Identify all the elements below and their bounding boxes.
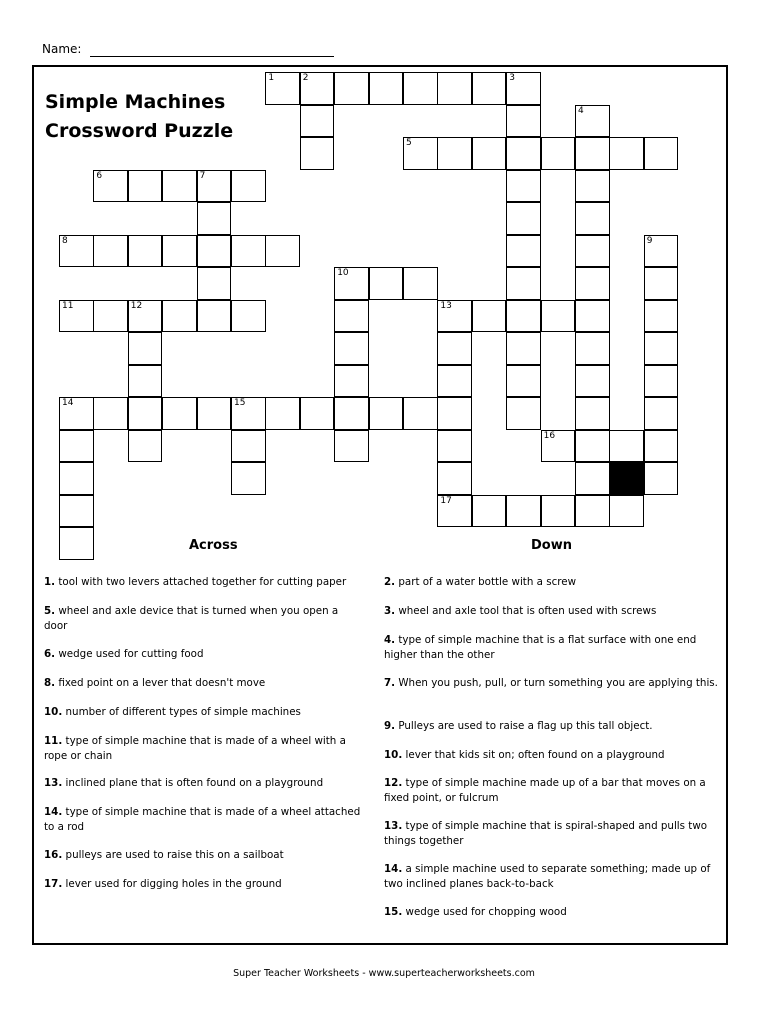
crossword-cell[interactable] [231, 300, 266, 333]
crossword-cell[interactable] [369, 267, 404, 300]
crossword-cell-number: 1 [268, 73, 275, 83]
crossword-cell[interactable] [300, 105, 335, 138]
crossword-cell[interactable] [506, 137, 541, 170]
crossword-cell[interactable] [369, 72, 404, 105]
crossword-cell[interactable] [128, 430, 163, 463]
crossword-cell[interactable] [300, 397, 335, 430]
crossword-cell[interactable] [59, 495, 94, 528]
crossword-cell[interactable] [437, 365, 472, 398]
crossword-cell[interactable] [575, 202, 610, 235]
down-clue-12: 12. type of simple machine made up of a bar that moves on a fixed point, or fulcrum [384, 777, 706, 804]
crossword-cell[interactable] [59, 430, 94, 463]
crossword-cell[interactable] [541, 137, 576, 170]
crossword-cell[interactable] [93, 170, 128, 203]
across-heading: Across [189, 538, 238, 553]
crossword-cell[interactable] [265, 72, 300, 105]
crossword-cell[interactable] [231, 462, 266, 495]
crossword-cell-number: 15 [234, 398, 246, 408]
crossword-cell[interactable] [162, 300, 197, 333]
crossword-cell-number: 8 [62, 235, 68, 246]
crossword-cell[interactable] [575, 137, 610, 170]
crossword-cell[interactable] [300, 137, 335, 170]
crossword-cell[interactable] [93, 235, 128, 268]
crossword-cell[interactable] [369, 397, 404, 430]
down-clue-2: 2. part of a water bottle with a screw [384, 576, 577, 588]
down-heading: Down [531, 538, 572, 553]
crossword-cell[interactable] [59, 462, 94, 495]
crossword-cell[interactable] [128, 235, 163, 268]
crossword-cell[interactable] [300, 72, 335, 105]
crossword-cell-number: 6 [96, 170, 103, 181]
crossword-cell[interactable] [575, 430, 610, 463]
crossword-cell-number: 11 [62, 300, 74, 311]
crossword-cell[interactable] [128, 170, 163, 203]
crossword-cell[interactable] [197, 397, 232, 430]
crossword-cell[interactable] [506, 105, 541, 138]
crossword-cell[interactable] [197, 300, 232, 333]
crossword-cell[interactable] [437, 397, 472, 430]
crossword-cell[interactable] [506, 397, 541, 430]
crossword-cell[interactable] [437, 462, 472, 495]
crossword-cell[interactable] [437, 137, 472, 170]
crossword-cell[interactable] [59, 235, 94, 268]
crossword-cell-number: 9 [646, 235, 653, 246]
crossword-cell[interactable] [644, 300, 679, 333]
down-clue-13: 13. type of simple machine that is spiral-shaped and pulls two things together [384, 820, 708, 847]
crossword-cell[interactable] [334, 72, 369, 105]
across-clue-6: 6. wedge used for cutting food [44, 648, 204, 660]
crossword-cell[interactable] [334, 300, 369, 333]
crossword-cell[interactable] [59, 397, 94, 430]
crossword-cell[interactable] [541, 300, 576, 333]
down-clue-10: 10. lever that kids sit on; often found on a playground [384, 749, 665, 761]
crossword-cell[interactable] [334, 430, 369, 463]
crossword-cell[interactable] [644, 235, 679, 268]
crossword-cell[interactable] [197, 267, 232, 300]
across-clue-8: 8. fixed point on a lever that doesn't move [44, 677, 266, 689]
crossword-cell[interactable] [506, 170, 541, 203]
across-clue-16: 16. pulleys are used to raise this on a sailboat [44, 849, 284, 861]
crossword-cell[interactable] [93, 397, 128, 430]
crossword-cell[interactable] [644, 462, 679, 495]
crossword-cell[interactable] [437, 332, 472, 365]
crossword-cell[interactable] [575, 332, 610, 365]
title-line-2: Crossword Puzzle [45, 120, 234, 142]
crossword-cell[interactable] [231, 235, 266, 268]
down-clue-4: 4. type of simple machine that is a flat surface with one end higher than the other [384, 634, 697, 661]
crossword-cell[interactable] [575, 300, 610, 333]
down-clue-7: 7. When you push, pull, or turn something you are applying this. [384, 677, 718, 689]
across-clue-11: 11. type of simple machine that is made of a wheel with a rope or chain [44, 735, 346, 762]
crossword-cell[interactable] [403, 267, 438, 300]
crossword-cell[interactable] [644, 365, 679, 398]
crossword-cell[interactable] [472, 495, 507, 528]
crossword-cell[interactable] [265, 235, 300, 268]
crossword-cell[interactable] [506, 365, 541, 398]
title-line-1: Simple Machines [45, 91, 226, 113]
across-clue-10: 10. number of different types of simple machines [44, 706, 301, 718]
crossword-cell-number: 4 [578, 105, 584, 116]
crossword-cell-number: 5 [406, 138, 412, 148]
across-clue-1: 1. tool with two levers attached together for cutting paper [44, 576, 347, 588]
crossword-cell-number: 13 [440, 300, 452, 311]
crossword-cell-number: 7 [199, 170, 206, 181]
crossword-cell[interactable] [506, 72, 541, 105]
crossword-cell[interactable] [437, 430, 472, 463]
crossword-cell-number: 10 [337, 268, 349, 278]
crossword-cell[interactable] [59, 300, 94, 333]
crossword-cell[interactable] [644, 332, 679, 365]
crossword-cell[interactable] [437, 72, 472, 105]
crossword-cell[interactable] [403, 397, 438, 430]
crossword-cell[interactable] [403, 137, 438, 170]
crossword-cell[interactable] [472, 300, 507, 333]
crossword-cell[interactable] [334, 397, 369, 430]
crossword-cell[interactable] [231, 430, 266, 463]
crossword-cell[interactable] [506, 235, 541, 268]
crossword-cell[interactable] [265, 397, 300, 430]
crossword-cell[interactable] [437, 495, 472, 528]
crossword-cell[interactable] [472, 137, 507, 170]
crossword-cell-number: 14 [62, 398, 74, 408]
crossword-cell[interactable] [575, 365, 610, 398]
crossword-cell[interactable] [609, 137, 644, 170]
crossword-cell[interactable] [575, 495, 610, 528]
crossword-cell[interactable] [575, 235, 610, 268]
crossword-cell[interactable] [231, 170, 266, 203]
crossword-cell[interactable] [231, 397, 266, 430]
footer: Super Teacher Worksheets - www.superteacherworksheets.com [233, 968, 535, 979]
down-clue-14: 14. a simple machine used to separate something; made up of two inclined planes back-to-back [384, 863, 711, 890]
crossword-cell[interactable] [162, 397, 197, 430]
crossword-cell[interactable] [575, 105, 610, 138]
crossword-cell[interactable] [334, 332, 369, 365]
crossword-cell[interactable] [506, 202, 541, 235]
crossword-cell-number: 16 [543, 430, 556, 441]
crossword-cell-number: 3 [509, 73, 515, 83]
crossword-cell[interactable] [162, 235, 197, 268]
crossword-block [609, 462, 644, 495]
crossword-cell[interactable] [541, 430, 576, 463]
crossword-cell[interactable] [162, 170, 197, 203]
crossword-cell[interactable] [644, 430, 679, 463]
crossword-cell[interactable] [575, 397, 610, 430]
across-clue-17: 17. lever used for digging holes in the ground [44, 878, 282, 890]
crossword-cell[interactable] [197, 202, 232, 235]
crossword-cell[interactable] [128, 397, 163, 430]
crossword-cell[interactable] [197, 170, 232, 203]
crossword-cell[interactable] [506, 332, 541, 365]
crossword-cell[interactable] [128, 365, 163, 398]
crossword-cell[interactable] [334, 267, 369, 300]
crossword-cell[interactable] [644, 267, 679, 300]
crossword-cell[interactable] [575, 170, 610, 203]
crossword-cell[interactable] [644, 137, 679, 170]
down-clue-9: 9. Pulleys are used to raise a flag up this tall object. [384, 720, 653, 732]
crossword-cell[interactable] [59, 527, 94, 560]
crossword-cell[interactable] [437, 300, 472, 333]
crossword-cell[interactable] [575, 267, 610, 300]
crossword-cell[interactable] [128, 300, 163, 333]
name-label: Name: [42, 42, 82, 56]
crossword-cell[interactable] [403, 72, 438, 105]
crossword-cell-number: 2 [302, 73, 309, 83]
down-clue-3: 3. wheel and axle tool that is often used with screws [384, 605, 657, 617]
crossword-cell[interactable] [506, 300, 541, 333]
crossword-cell[interactable] [575, 462, 610, 495]
crossword-cell[interactable] [128, 332, 163, 365]
crossword-cell-number: 12 [130, 300, 143, 311]
crossword-cell[interactable] [93, 300, 128, 333]
down-clue-15: 15. wedge used for chopping wood [384, 906, 567, 918]
across-clue-5: 5. wheel and axle device that is turned when you open a door [44, 605, 339, 632]
crossword-cell[interactable] [609, 495, 644, 528]
crossword-cell[interactable] [472, 72, 507, 105]
crossword-cell[interactable] [541, 495, 576, 528]
crossword-cell[interactable] [609, 430, 644, 463]
crossword-cell[interactable] [644, 397, 679, 430]
crossword-cell[interactable] [334, 365, 369, 398]
across-clue-14: 14. type of simple machine that is made of a wheel attached to a rod [44, 806, 361, 833]
crossword-cell-number: 17 [440, 495, 452, 506]
crossword-cell[interactable] [506, 267, 541, 300]
crossword-cell[interactable] [506, 495, 541, 528]
across-clue-13: 13. inclined plane that is often found on a playground [44, 777, 324, 789]
crossword-cell[interactable] [197, 235, 232, 268]
